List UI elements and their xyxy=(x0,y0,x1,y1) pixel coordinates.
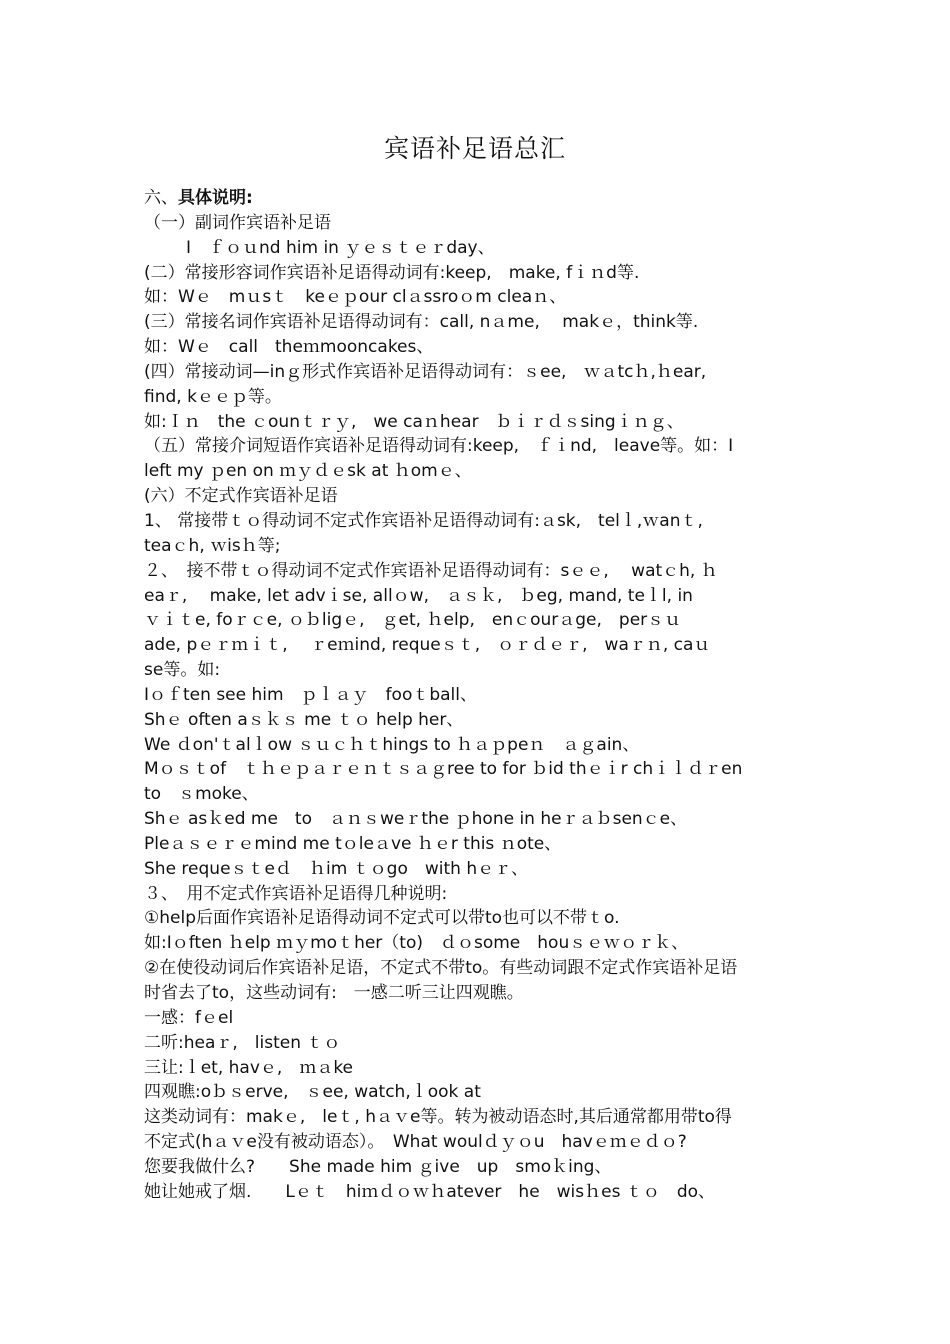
text-line: （五）常接介词短语作宾语补足语得动词有:keep, ｆｉnd, leave等。如：I xyxy=(144,436,734,457)
text-line: Shｅ asｋed me to ａｎｓweｒthe ｐhone in heｒａｂsenｃe、 xyxy=(144,809,688,830)
text-line: Shｅ often aｓｋｓ me ｔｏ help her、 xyxy=(144,709,464,730)
text-line: 如:Iｏften ｈelp ｍｙmoｔher（to) ｄｏsome houｓｅｗｏｒｋ、 xyxy=(144,933,689,954)
document-body xyxy=(144,186,804,1205)
text-line: 如:Ｉｎ the ｃounｔｒｙ, we caｎhear ｂｉｒｄｓsingｉｎｇ、 xyxy=(144,411,684,432)
text-line: 时省去了to，这些动词有: 一感二听三让四观瞧。 xyxy=(144,983,524,1003)
page-title: 宾语补足语总汇 xyxy=(383,134,566,163)
text-line: I ｆｏｕnd him in ｙｅｓｔｅｒday、 xyxy=(186,237,495,258)
text-line: 四观瞧:oｂｓerve, ｓee, watch,ｌook at xyxy=(144,1082,481,1103)
text-line: 如：Wｅ mｕsｔ keｅｐour clａssroｏm cleaｎ、 xyxy=(144,287,567,308)
text-line: ｖｉｔe, foｒｃe, ｏｂligｅ, ｇet, ｈelp, enｃourａge, perｓｕ xyxy=(144,610,682,631)
text-line: find, kｅｅｐ等。 xyxy=(144,386,282,407)
text-line: Iｏｆten see him ｐｌａｙ fooｔball、 xyxy=(144,684,477,705)
text-line: 1、 常接带ｔｏ得动词不定式作宾语补足语得动词有:ａsk, telｌ,ｗanｔ, xyxy=(144,510,703,531)
text-line: ①help后面作宾语补足语得动词不定式可以带to也可以不带ｔo. xyxy=(144,908,620,929)
text-line: 这类动词有：makｅ, leｔ, hａｖe等。转为被动语态时,其后通常都用带to得 xyxy=(144,1107,732,1128)
text-line: to ｓmoke、 xyxy=(144,784,259,805)
text-line: teaｃh, ｗisｈ等; xyxy=(144,535,281,556)
text-line: ３、 用不定式作宾语补足语得几种说明: xyxy=(144,883,448,904)
text-line: 一感：fｅel xyxy=(144,1007,234,1028)
text-line: Pleａｓｅｒｅmind me tｏleａve ｈｅr this ｎote、 xyxy=(144,833,562,854)
text-line: 三让:ｌet, havｅ, ｍａke xyxy=(144,1057,354,1078)
text-line: ２、 接不带ｔｏ得动词不定式作宾语补足语得动词有：sｅｅ, watｃh, ｈ xyxy=(144,560,718,581)
text-line: se等。如: xyxy=(144,660,221,681)
text-line: (三）常接名词作宾语补足语得动词有：call, nａme, makｅ，think等. xyxy=(144,312,699,333)
text-line: eaｒ, make, let advｉse, allｏw, ａｓｋ, ｂeg, mand, teｌl, in xyxy=(144,585,693,606)
text-line: Mｏｓｔof ｔｈｅｐａｒｅｎｔｓａｇree to for ｂid thｅｉr chｉｌｄｒen xyxy=(144,759,743,780)
text-line: 您要我做什么? She made him ｇive up smoｋing、 xyxy=(144,1156,612,1177)
section-heading: 六、具体说明: xyxy=(144,188,253,208)
text-line: (二）常接形容词作宾语补足语得动词有:keep, make, fｉｎd等. xyxy=(144,262,640,283)
text-line: ②在使役动词后作宾语补足语，不定式不带to。有些动词跟不定式作宾语补足语 xyxy=(144,958,738,979)
text-line: (六）不定式作宾语补足语 xyxy=(144,486,338,507)
text-line: （一）副词作宾语补足语 xyxy=(144,212,331,233)
text-line: She requeｓｔeｄ ｈim ｔｏgo with hｅｒ、 xyxy=(144,858,529,879)
text-line: 二听:heaｒ, listen ｔｏ xyxy=(144,1032,341,1053)
text-line: 她让她戒了烟. Lｅｔ hiｍｄｏｗｈatever he wisｈes ｔｏ do、 xyxy=(144,1181,716,1202)
text-line: 不定式(hａｖe没有被动语态）。 What woulｄｙｏu havｅｍｅｄｏ? xyxy=(144,1132,687,1153)
text-line: (四）常接动词—inｇ形式作宾语补足语得动词有：ｓee, ｗａtcｈ,ｈear, xyxy=(144,361,707,382)
text-line: We ｄon'ｔalｌow ｓｕｃｈｔhings to ｈａｐpeｎ ａｇain、 xyxy=(144,734,640,755)
text-line: ade, pｅｒｍｉｔ, ｒeｍind, requeｓｔ, ｏｒｄｅｒ, waｒｎ, caｕ xyxy=(144,635,711,656)
text-line: left my ｐen on ｍｙｄｅsk at ｈomｅ、 xyxy=(144,461,472,482)
text-line: 如：Wｅ call theｍmooncakes、 xyxy=(144,337,434,358)
